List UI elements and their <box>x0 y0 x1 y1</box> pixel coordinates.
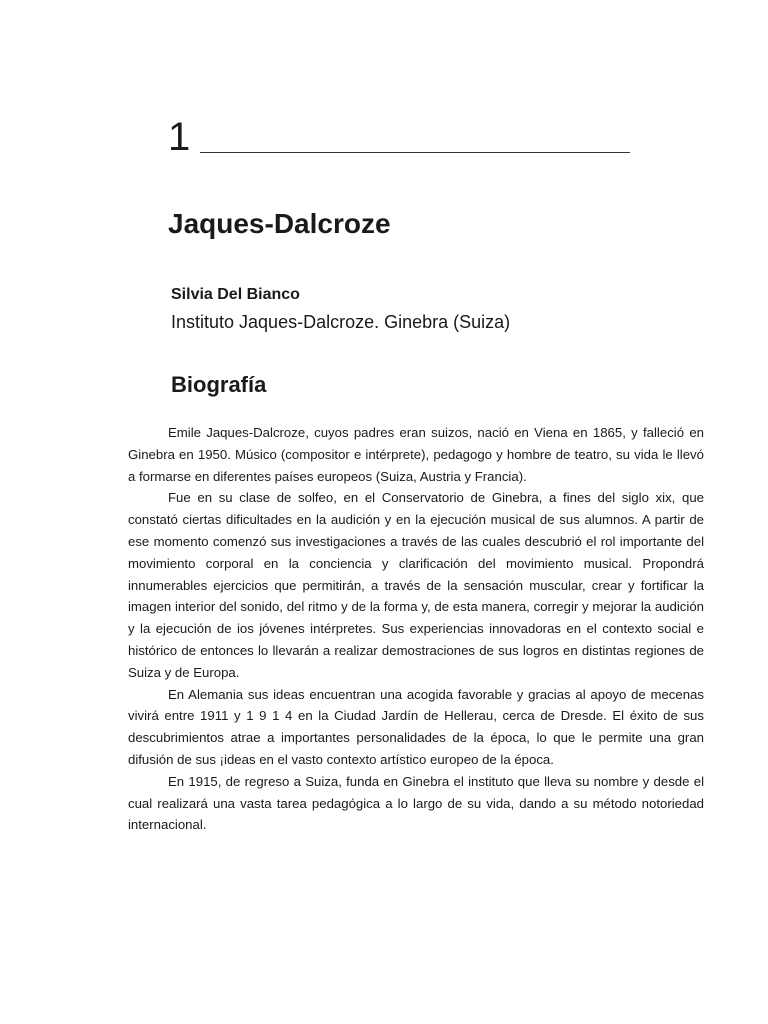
chapter-title: Jaques-Dalcroze <box>168 208 391 239</box>
section-title: Biografía <box>171 372 267 397</box>
author-affiliation: Instituto Jaques-Dalcroze. Ginebra (Suiza) <box>171 312 511 332</box>
body-text <box>128 422 704 836</box>
paragraph: Fue en su clase de solfeo, en el Conservatorio de Ginebra, a fines del siglo xix, que constató ciertas dificultades en la audición y en la ejecución musical de sus alumnos. A partir de ese momento comenzó sus investigaciones a través de las cuales descubrió el rol importante del movimiento corporal en la conciencia y clarificación del movimiento musical. Propondrá innumerables ejercicios que permitirán, a través de la sensación muscular, crear y fortificar la imagen interior del sonido, del ritmo y de la forma y, de esta manera, corregir y mejorar la audición y la ejecución de ios jóvenes intérpretes. Sus experiencias innovadoras en el contexto social e histórico de entonces lo llevarán a realizar demostraciones de sus logros en distintas regiones de Suiza y de Europa. <box>128 490 704 680</box>
chapter-number: 1 <box>168 115 191 159</box>
author-name: Silvia Del Bianco <box>171 286 300 303</box>
paragraph: Emile Jaques-Dalcroze, cuyos padres eran suizos, nació en Viena en 1865, y falleció en Ginebra en 1950. Músico (compositor e intérprete), pedagogo y hombre de teatro, su vida le llevó a formarse en diferentes países europeos (Suiza, Austria y Francia). <box>128 425 704 484</box>
paragraph: En 1915, de regreso a Suiza, funda en Ginebra el instituto que lleva su nombre y desde el cual realizará una vasta tarea pedagógica a lo largo de su vida, dando a su método notoriedad internacional. <box>128 773 704 833</box>
chapter-rule <box>200 152 630 153</box>
paragraph: En Alemania sus ideas encuentran una acogida favorable y gracias al apoyo de mecenas vivirá entre 1911 y 1 9 1 4 en la Ciudad Jardín de Hellerau, cerca de Dresde. El éxito de sus descubrimientos atrae a importantes personalidades de la época, lo que le permite una gran difusión de sus ¡ideas en el vasto contexto artístico europeo de la época. <box>128 686 704 767</box>
chapter-heading <box>168 112 638 162</box>
